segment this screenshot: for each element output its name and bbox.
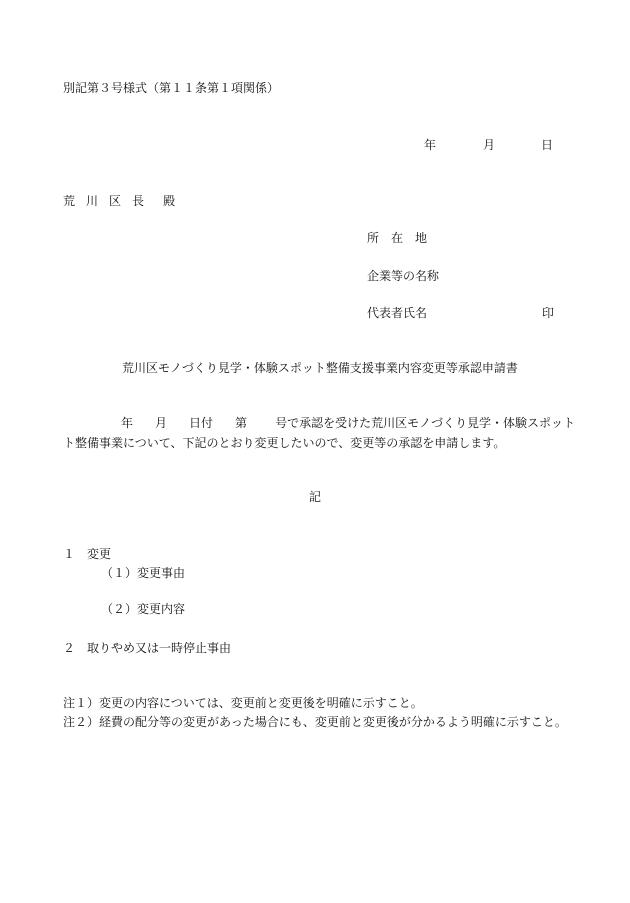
organization-name-label: 企業等の名称 bbox=[367, 269, 440, 283]
document-title: 荒川区モノづくり見学・体験スポット整備支援事業内容変更等承認申請書 bbox=[122, 361, 518, 375]
item-1-2-change-content: （２）変更内容 bbox=[101, 602, 186, 616]
body-number-prefix: 第 bbox=[235, 416, 248, 430]
body-month: 月 bbox=[155, 416, 168, 430]
representative-name-label: 代表者氏名 bbox=[367, 306, 428, 320]
recipient-line bbox=[63, 195, 175, 207]
seal-label: 印 bbox=[542, 306, 555, 320]
recipient-honorific: 殿 bbox=[163, 194, 176, 208]
form-label: 別記第３号様式（第１１条第１項関係） bbox=[63, 81, 280, 95]
date-month-label: 月 bbox=[483, 138, 496, 152]
body-text-rest: 号で承認を受けた荒川区モノづくり見学・体験スポット bbox=[275, 416, 575, 430]
item-1-1-change-reason: （１）変更事由 bbox=[101, 566, 186, 580]
body-year: 年 bbox=[121, 416, 134, 430]
address-label: 所 在 地 bbox=[367, 231, 428, 245]
note-1: 注１）変更の内容については、変更前と変更後を明確に示すこと。 bbox=[63, 696, 423, 710]
recipient-char: 区 bbox=[109, 194, 122, 208]
note-2: 注２）経費の配分等の変更があった場合にも、変更前と変更後が分かるよう明確に示すこと。 bbox=[63, 715, 567, 729]
recipient-char: 長 bbox=[132, 194, 145, 208]
item-1-change: １ 変更 bbox=[63, 547, 112, 561]
item-2-cancel-suspend-reason: ２ 取りやめ又は一時停止事由 bbox=[63, 641, 232, 655]
recipient-char: 荒 bbox=[63, 194, 76, 208]
body-paragraph-line2: ト整備事業について、下記のとおり変更したいので、変更等の承認を申請します。 bbox=[63, 436, 506, 450]
ki-heading: 記 bbox=[309, 490, 322, 504]
body-paragraph-line1 bbox=[63, 416, 575, 430]
date-year-label: 年 bbox=[424, 138, 437, 152]
body-date: 日付 bbox=[189, 416, 214, 430]
date-day-label: 日 bbox=[541, 138, 554, 152]
recipient-char: 川 bbox=[86, 194, 99, 208]
